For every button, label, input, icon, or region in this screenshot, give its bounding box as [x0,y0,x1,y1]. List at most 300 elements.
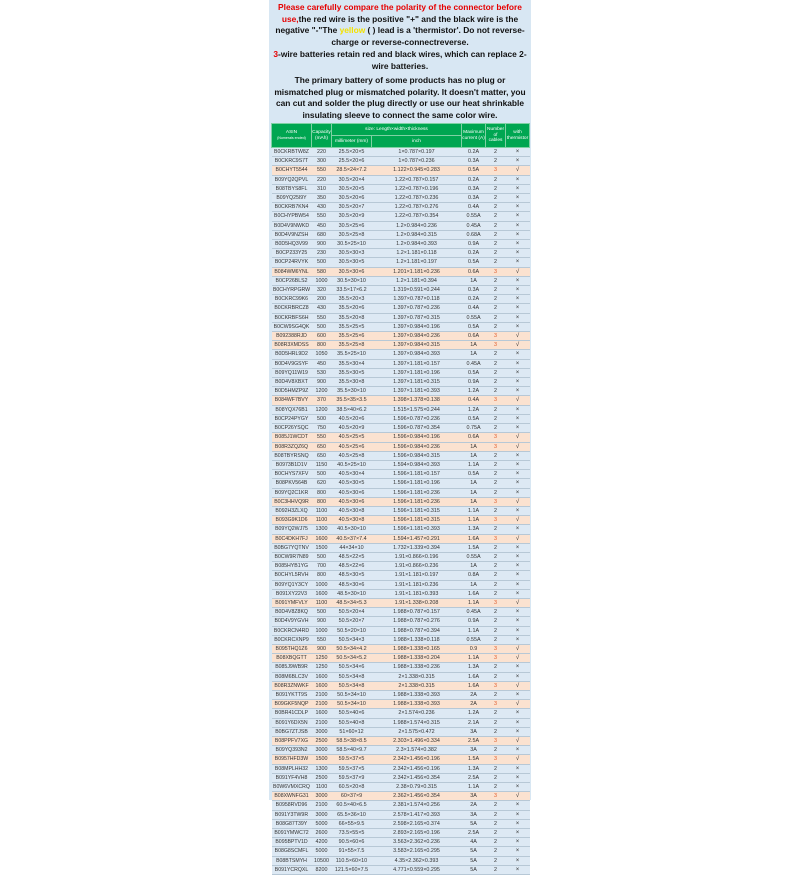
asin-cell: B0CP24RVYK [272,258,312,267]
size-mm-cell: 30.5×25×6 [332,221,372,230]
capacity-cell: 900 [312,240,332,249]
size-inch-cell: 1.596×0.787×0.236 [372,414,462,423]
table-row [272,497,530,506]
current-cell: 0.9A [462,617,486,626]
asin-cell: B0D5HRL9D2 [272,350,312,359]
size-inch-cell: 1.22×0.787×0.157 [372,175,462,184]
capacity-cell: 1100 [312,783,332,792]
asin-cell: B091XY22V3 [272,589,312,598]
size-mm-cell: 50.5×34×8 [332,681,372,690]
current-cell: 0.2A [462,175,486,184]
thermistor-cell: × [506,203,530,212]
size-inch-cell: 2.362×1.456×0.354 [372,792,462,801]
current-cell: 1.1A [462,783,486,792]
thermistor-cell: × [506,194,530,203]
size-inch-cell: 1.988×1.338×0.236 [372,663,462,672]
table-row [272,571,530,580]
size-inch-cell: 1.22×0.787×0.354 [372,212,462,221]
thermistor-cell: √ [506,341,530,350]
size-inch-cell: 2.381×1.574×0.256 [372,801,462,810]
table-row [272,488,530,497]
size-inch-cell: 1×0.787×0.236 [372,157,462,166]
current-cell: 0.3A [462,194,486,203]
current-cell: 0.9A [462,378,486,387]
table-row [272,617,530,626]
size-mm-cell: 28.5×24×7.2 [332,166,372,175]
current-cell: 1A [462,562,486,571]
cables-cell: 2 [486,378,506,387]
current-cell: 0.75A [462,424,486,433]
size-inch-cell: 1.596×1.181×0.236 [372,488,462,497]
asin-cell: B0973B1D1V [272,460,312,469]
capacity-cell: 3000 [312,792,332,801]
current-cell: 0.5A [462,166,486,175]
size-mm-cell: 110.5×60×10 [332,856,372,865]
cables-cell: 2 [486,424,506,433]
capacity-cell: 2100 [312,690,332,699]
asin-cell: B0958RVD96 [272,801,312,810]
current-cell: 1.1A [462,654,486,663]
table-row [272,460,530,469]
table-row [272,654,530,663]
size-inch-cell: 1.988×1.338×0.393 [372,700,462,709]
capacity-cell: 530 [312,368,332,377]
current-cell: 2A [462,700,486,709]
table-row [272,387,530,396]
capacity-cell: 430 [312,304,332,313]
cables-cell: 2 [486,764,506,773]
size-inch-cell: 1.596×0.984×0.315 [372,451,462,460]
asin-cell: B0D4V8XBXT [272,378,312,387]
cables-cell: 3 [486,644,506,653]
cables-cell: 2 [486,405,506,414]
size-mm-cell: 59.5×37×5 [332,764,372,773]
thermistor-cell: √ [506,166,530,175]
table-row [272,700,530,709]
asin-cell: B0CW9SG4QK [272,322,312,331]
size-inch-cell: 1.596×0.984×0.196 [372,433,462,442]
size-mm-cell: 73.5×55×5 [332,829,372,838]
current-cell: 1.2A [462,709,486,718]
thermistor-cell: √ [506,681,530,690]
size-mm-cell: 48.5×34×5.3 [332,598,372,607]
thermistor-cell: × [506,424,530,433]
size-inch-cell: 2×1.338×0.315 [372,681,462,690]
capacity-cell: 2500 [312,773,332,782]
size-mm-cell: 35.5×25×8 [332,341,372,350]
thermistor-cell: × [506,230,530,239]
cables-cell: 2 [486,727,506,736]
capacity-cell: 650 [312,451,332,460]
cables-cell: 2 [486,829,506,838]
capacity-cell: 550 [312,212,332,221]
cables-cell: 2 [486,212,506,221]
thermistor-cell: √ [506,267,530,276]
thermistor-cell: × [506,378,530,387]
cables-cell: 2 [486,368,506,377]
size-mm-cell: 65.5×36×10 [332,810,372,819]
thermistor-cell: × [506,175,530,184]
table-row [272,304,530,313]
size-inch-cell: 1.397×0.984×0.393 [372,350,462,359]
table-row [272,424,530,433]
size-inch-cell: 2.598×2.165×0.374 [372,819,462,828]
size-inch-cell: 1.397×0.787×0.315 [372,313,462,322]
table-row [272,755,530,764]
current-cell: 0.3A [462,157,486,166]
asin-cell: B08MPLHH32 [272,764,312,773]
current-cell: 1.3A [462,525,486,534]
capacity-cell: 1600 [312,709,332,718]
current-cell: 0.3A [462,184,486,193]
header-inch: inch [372,136,462,148]
size-inch-cell: 1.91×0.866×0.196 [372,552,462,561]
size-mm-cell: 40.5×25×8 [332,451,372,460]
header-thermistor: with thermistor [506,124,530,148]
size-inch-cell: 2×1.575×0.472 [372,727,462,736]
asin-cell: B091YF4VH8 [272,773,312,782]
thermistor-cell: × [506,783,530,792]
current-cell: 0.5A [462,368,486,377]
thermistor-cell: × [506,617,530,626]
current-cell: 2.5A [462,737,486,746]
size-mm-cell: 40.5×20×9 [332,424,372,433]
cables-cell: 2 [486,387,506,396]
size-inch-cell: 1.988×1.338×0.118 [372,635,462,644]
capacity-cell: 500 [312,322,332,331]
size-mm-cell: 40.5×30×8 [332,506,372,515]
size-mm-cell: 66×55×9.5 [332,819,372,828]
cables-cell: 2 [486,249,506,258]
capacity-cell: 500 [312,552,332,561]
capacity-cell: 1250 [312,654,332,663]
capacity-cell: 2600 [312,829,332,838]
thermistor-cell: × [506,506,530,515]
thermistor-cell: × [506,184,530,193]
asin-cell: B0W6VMXCRQ [273,784,310,791]
table-row [272,166,530,175]
thermistor-cell: × [506,865,530,874]
size-mm-cell: 30.5×30×10 [332,276,372,285]
size-inch-cell: 2.578×1.417×0.393 [372,810,462,819]
size-inch-cell: 1.594×0.984×0.393 [372,460,462,469]
current-cell: 1.1A [462,516,486,525]
asin-cell: B093G9K1D6 [272,516,312,525]
current-cell: 3A [462,746,486,755]
asin-cell: B0CP26BLS2 [272,276,312,285]
size-inch-cell: 2.342×1.456×0.354 [372,773,462,782]
thermistor-cell: × [506,359,530,368]
thermistor-cell: × [506,368,530,377]
capacity-cell: 3000 [312,746,332,755]
size-inch-cell: 1.397×1.181×0.196 [372,368,462,377]
table-row [272,635,530,644]
table-row [272,414,530,423]
table-row [272,580,530,589]
asin-cell: B0BG7YQTNV [272,543,312,552]
cables-cell: 2 [486,240,506,249]
current-cell: 1.2A [462,405,486,414]
size-mm-cell: 35.5×30×8 [332,378,372,387]
size-inch-cell: 1.91×1.181×0.393 [372,589,462,598]
size-inch-cell: 1.596×1.181×0.236 [372,497,462,506]
thermistor-cell: × [506,773,530,782]
thermistor-cell: × [506,304,530,313]
thermistor-cell: × [506,608,530,617]
asin-cell: B09YQ1Y3CY [272,580,312,589]
size-mm-cell: 30.5×20×6 [332,194,372,203]
table-row [272,249,530,258]
asin-cell: B08XWNFG31 [272,792,312,801]
current-cell: 1A [462,442,486,451]
cables-cell: 2 [486,552,506,561]
current-cell: 0.4A [462,304,486,313]
cables-cell: 2 [486,221,506,230]
current-cell: 1.2A [462,387,486,396]
capacity-cell: 2500 [312,737,332,746]
asin-cell: B0CKRBRCZ8 [272,304,312,313]
table-row [272,598,530,607]
size-mm-cell: 51×60×12 [332,727,372,736]
capacity-cell: 700 [312,562,332,571]
size-inch-cell: 1.2×0.984×0.393 [372,240,462,249]
current-cell: 1A [462,488,486,497]
size-mm-cell: 48.5×22×5 [332,552,372,561]
size-mm-cell: 50.5×34×10 [332,700,372,709]
size-mm-cell: 40.5×20×6 [332,414,372,423]
current-cell: 0.55A [462,212,486,221]
table-row [272,359,530,368]
cables-cell: 2 [486,313,506,322]
cables-cell: 2 [486,617,506,626]
table-row [272,267,530,276]
table-body [272,148,530,875]
size-mm-cell: 30.5×30×3 [332,249,372,258]
current-cell: 1.6A [462,672,486,681]
current-cell: 0.45A [462,359,486,368]
size-mm-cell: 90.5×60×6 [332,838,372,847]
asin-cell: B09YQ2WJ75 [272,525,312,534]
size-inch-cell: 1.596×1.181×0.315 [372,506,462,515]
table-row [272,690,530,699]
cables-cell: 3 [486,700,506,709]
size-mm-cell: 48.5×22×6 [332,562,372,571]
size-mm-cell: 50.5×20×4 [332,608,372,617]
polarity-warning [272,2,528,46]
asin-cell: B095BPTV1D [272,838,312,847]
size-mm-cell: 60×37×9 [332,792,372,801]
asin-cell: B08PKV564B [272,479,312,488]
cables-cell: 2 [486,286,506,295]
size-mm-cell: 30.5×20×5 [332,184,372,193]
current-cell: 1.5A [462,755,486,764]
size-inch-cell: 1.122×0.945×0.283 [372,166,462,175]
cables-cell: 2 [486,746,506,755]
battery-spec-table-wrapper [271,123,529,875]
cables-cell: 2 [486,847,506,856]
cables-cell: 2 [486,258,506,267]
capacity-cell: 430 [312,203,332,212]
capacity-cell: 1100 [312,506,332,515]
current-cell: 1A [462,497,486,506]
table-row [272,396,530,405]
table-row [272,829,530,838]
current-cell: 0.4A [462,203,486,212]
asin-cell: B0CKRBFS6H [272,313,312,322]
capacity-cell: 500 [312,414,332,423]
product-info-panel [269,0,531,873]
table-row [272,184,530,193]
cables-cell: 2 [486,773,506,782]
capacity-cell: 620 [312,479,332,488]
thermistor-cell: √ [506,598,530,607]
table-row [272,442,530,451]
asin-cell: B0BR41CDLP [272,709,312,718]
thermistor-cell: × [506,580,530,589]
thermistor-cell: × [506,470,530,479]
asin-cell: B08G87T39Y [272,819,312,828]
asin-cell: B08R3ZQZ6Q [272,442,312,451]
size-mm-cell: 35.5×25×10 [332,350,372,359]
current-cell: 1A [462,350,486,359]
size-inch-cell: 1.732×1.339×0.394 [372,543,462,552]
size-inch-cell: 1.397×0.984×0.315 [372,341,462,350]
current-cell: 0.8A [462,571,486,580]
size-mm-cell: 40.5×37×7.4 [332,534,372,543]
asin-cell: B0CHYS7XFV [272,470,312,479]
capacity-cell: 900 [312,644,332,653]
cables-cell: 3 [486,267,506,276]
capacity-cell: 1600 [312,589,332,598]
asin-cell: B091YCRQXL [272,865,312,874]
thermistor-cell: × [506,212,530,221]
cables-cell: 2 [486,865,506,874]
asin-cell: B0CHYL5RVH [272,571,312,580]
cables-cell: 2 [486,148,506,157]
size-mm-cell: 60.5×40×6.5 [332,801,372,810]
size-inch-cell: 4.35×2.362×0.393 [372,856,462,865]
current-cell: 5A [462,865,486,874]
asin-cell: B0CKRBTW8Z [272,148,312,157]
table-row [272,608,530,617]
asin-cell: B091Y6DX5N [272,718,312,727]
capacity-cell: 10500 [312,856,332,865]
table-row [272,672,530,681]
capacity-cell: 1500 [312,543,332,552]
size-inch-cell: 1.91×1.338×0.208 [372,598,462,607]
size-inch-cell: 1.397×0.787×0.236 [372,304,462,313]
table-row [272,709,530,718]
current-cell: 0.5A [462,414,486,423]
cables-cell: 2 [486,470,506,479]
current-cell: 1.6A [462,534,486,543]
table-row [272,746,530,755]
capacity-cell: 650 [312,442,332,451]
size-mm-cell: 40.5×30×8 [332,516,372,525]
asin-cell: B085J9WB9R [272,663,312,672]
table-row [272,451,530,460]
header-capacity: Capacity (mAh) [312,124,332,148]
asin-cell: B0957HFD3W [272,755,312,764]
cables-cell: 2 [486,157,506,166]
cables-cell: 2 [486,359,506,368]
current-cell: 0.45A [462,221,486,230]
size-mm-cell: 25.5×20×6 [332,157,372,166]
asin-cell: B092H3ZLXQ [272,506,312,515]
cables-cell: 3 [486,433,506,442]
asin-cell: B08R3ZNWKF [272,681,312,690]
size-mm-cell: 35.5×30×4 [332,359,372,368]
capacity-cell: 750 [312,424,332,433]
size-inch-cell: 3.563×2.362×0.236 [372,838,462,847]
asin-cell: B0CKRC9S7T [272,157,312,166]
table-row [272,644,530,653]
current-cell: 2.1A [462,718,486,727]
table-row [272,194,530,203]
capacity-cell: 450 [312,221,332,230]
size-inch-cell: 2.342×1.456×0.196 [372,764,462,773]
size-inch-cell: 2.3×1.574×0.382 [372,746,462,755]
cables-cell: 2 [486,194,506,203]
size-inch-cell: 1.398×1.378×0.138 [372,396,462,405]
size-inch-cell: 1.988×0.787×0.394 [372,626,462,635]
table-row [272,230,530,239]
table-row [272,626,530,635]
table-row [272,865,530,874]
thermistor-cell: × [506,801,530,810]
cables-cell: 2 [486,562,506,571]
cables-cell: 2 [486,819,506,828]
thermistor-cell: √ [506,792,530,801]
capacity-cell: 550 [312,166,332,175]
cables-cell: 2 [486,672,506,681]
cables-cell: 2 [486,230,506,239]
capacity-cell: 680 [312,230,332,239]
cables-cell: 3 [486,737,506,746]
thermistor-cell: × [506,276,530,285]
current-cell: 0.55A [462,313,486,322]
capacity-cell: 2100 [312,718,332,727]
table-row [272,516,530,525]
capacity-cell: 800 [312,341,332,350]
asin-cell: B08BTSMYH [272,856,312,865]
table-row [272,295,530,304]
size-inch-cell: 1.397×1.181×0.393 [372,387,462,396]
asin-cell: B0C4DKH7FJ [272,534,312,543]
cables-cell: 3 [486,534,506,543]
three-wire-text: -wire batteries retain red and black wires, which can replace 2-wire batteries. [278,49,527,71]
size-inch-cell: 1.2×0.984×0.315 [372,230,462,239]
thermistor-cell: √ [506,755,530,764]
table-row [272,350,530,359]
asin-cell: B0BG7ZTJSB [272,727,312,736]
size-mm-cell: 35.5×25×5 [332,322,372,331]
asin-cell: B0CHYT5544 [272,166,312,175]
size-mm-cell: 50.5×40×6 [332,709,372,718]
table-row [272,479,530,488]
size-mm-cell: 48.5×30×6 [332,580,372,589]
asin-cell: B0D4V9NWKD [272,221,312,230]
thermistor-cell: × [506,829,530,838]
current-cell: 3A [462,727,486,736]
capacity-cell: 550 [312,635,332,644]
table-row [272,368,530,377]
capacity-cell: 1150 [312,460,332,469]
cables-cell: 2 [486,838,506,847]
cables-cell: 2 [486,488,506,497]
current-cell: 0.9A [462,240,486,249]
current-cell: 0.6A [462,332,486,341]
